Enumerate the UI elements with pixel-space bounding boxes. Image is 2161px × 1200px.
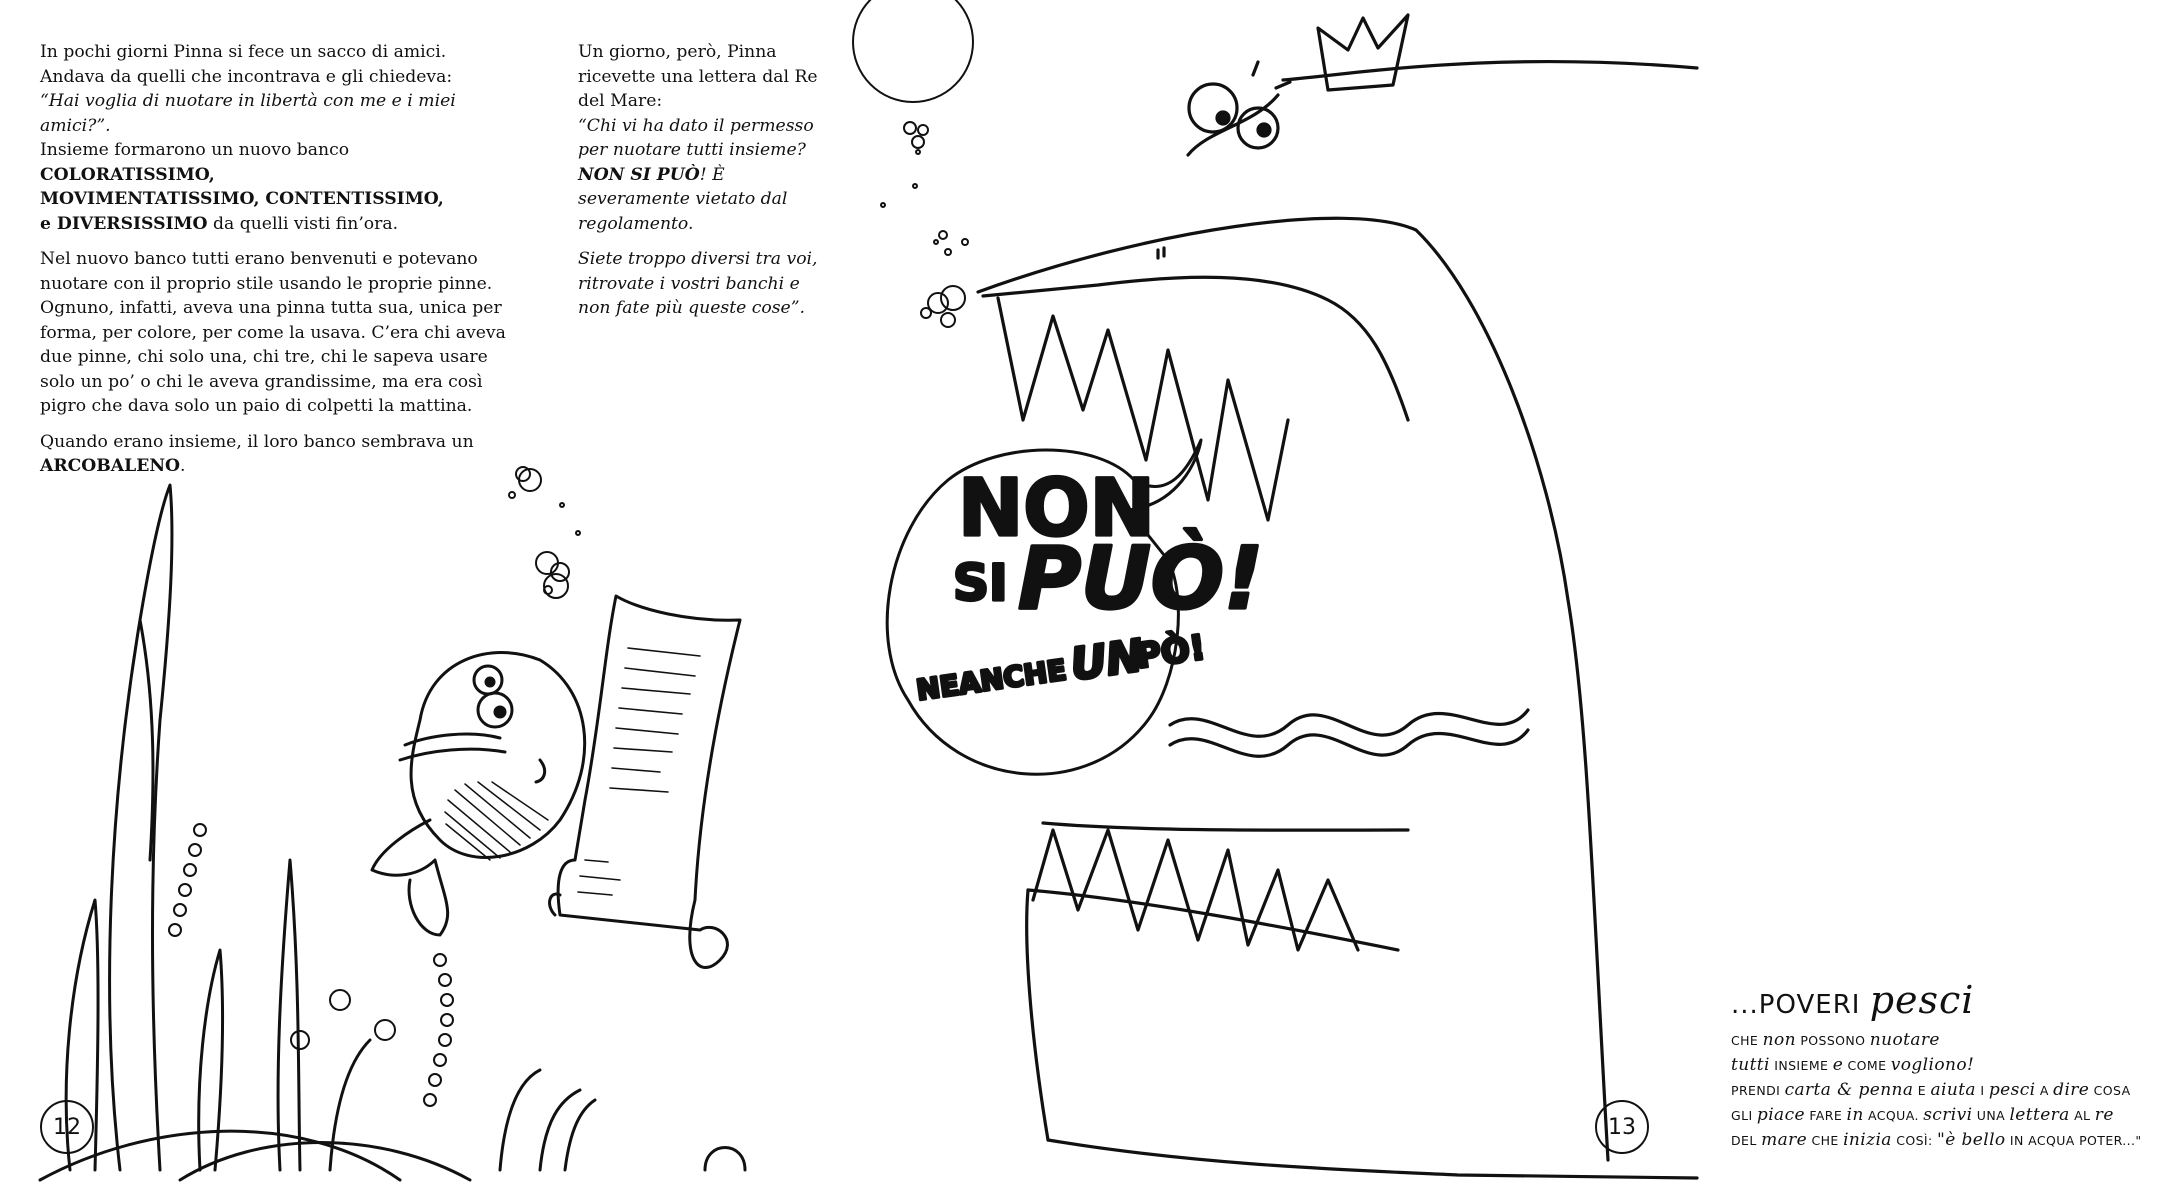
text-run: FARE [1804,1108,1847,1123]
text-run: AL [2069,1108,2095,1123]
text-run: CHE [1807,1133,1844,1148]
text-run: “Hai voglia di nuotare in libertà con me e i miei amici?”. [40,91,456,136]
text-run: carta & penna [1784,1080,1914,1100]
text-run: Un giorno, però, Pinna ricevette una lettera dal Re del Mare: [578,42,818,111]
page-number: 13 [1595,1100,1649,1154]
text-run: MOVIMENTATISSIMO, CONTENTISSIMO, [40,189,444,209]
text-run: POSSONO [1795,1033,1870,1048]
fish-pinna-icon [372,653,585,936]
page-number: 12 [40,1100,94,1154]
text-run: COME [1843,1058,1891,1073]
text-run: vogliono! [1890,1055,1975,1075]
activity-prompt [1731,978,2161,1153]
text-run: ! È severamente vietato dal regolamento. [578,164,788,234]
text-run: mare [1761,1130,1808,1150]
text-run: non [1762,1030,1796,1050]
text-run: piace [1756,1105,1805,1125]
text-run: IN ACQUA POTER..." [2005,1133,2142,1148]
text-run: COLORATISSIMO, [40,164,215,185]
text-run: ARCOBALENO [40,456,181,476]
text-run: scrivi [1923,1105,1973,1125]
text-run: e [1832,1055,1844,1075]
text-run: COSA [2089,1083,2131,1098]
bubble-line-si: SI [953,554,1008,612]
text-run: Quando erano insieme, il loro banco sembrava un [40,431,474,452]
text-run: INSIEME [1769,1058,1833,1073]
bubble-line-un: UN [1067,630,1147,691]
text-run: re [2094,1105,2114,1125]
left-illustration [0,0,848,1200]
text-run: CHE [1731,1033,1763,1048]
seaweed-icon [40,485,745,1180]
text-run: NON SI PUÒ [578,164,700,185]
text-run: In pochi giorni Pinna si fece un sacco di amici. [40,42,447,62]
activity-instructions [1731,1028,2161,1153]
text-run: Siete troppo diversi tra voi, ritrovate i vostri banchi e non fate più queste cose”. [578,249,818,318]
text-run: . [180,456,186,476]
bubble-line-neanche: NEANCHE [914,653,1069,707]
bubble-line-non: NON [958,464,1155,554]
text-run: GLI [1731,1108,1757,1123]
text-run: ACQUA. [1863,1108,1924,1123]
text-run: pesci [1988,1080,2036,1100]
activity-title [1731,978,2161,1022]
text-run: I [1975,1083,1989,1098]
text-run: inizia [1843,1130,1892,1150]
text-run: tutti [1731,1055,1770,1075]
text-run: Insieme formarono un nuovo banco [40,140,350,160]
bubble-line-po: PÒ! [1133,627,1208,677]
text-run: Andava da quelli che incontrava e gli chiedeva: [40,66,453,87]
bubble-line-puo: PUÒ! [1018,529,1264,629]
text-run: “Chi vi ha dato il permesso per nuotare tutti insieme? [578,115,814,160]
text-run: aiuta [1930,1080,1976,1100]
activity-title-prefix: ...POVERI [1731,990,1861,1020]
activity-title-word: pesci [1869,978,1975,1022]
text-run: DEL [1731,1133,1762,1148]
text-run: lettera [2009,1105,2070,1125]
bubbles-icon [509,467,580,598]
text-run: nuotare [1869,1030,1940,1050]
right-page [848,0,2142,1200]
text-run: da quelli visti fin’ora. [207,213,399,234]
beaded-seaweed-icon [169,824,453,1106]
text-run: dire [2053,1080,2090,1100]
left-page [0,0,848,1200]
bubbles-icon [853,0,973,327]
text-run: "è bello [1937,1130,2006,1150]
text-run: Nel nuovo banco tutti erano benvenuti e potevano nuotare con il proprio stile usando le proprie pinne. Ognuno, infatti, aveva una pinna tutta sua, unica per forma, per colore, per come la usava. C’era chi aveva due pinne, chi solo una, chi tre, chi le sapeva usare solo un po’ o chi le aveva grandissime, ma era così pigro che dava solo un paio di colpetti la mattina. [40,249,506,416]
text-run: A [2035,1083,2054,1098]
text-run: COSÌ: [1891,1133,1938,1148]
text-run: in [1846,1105,1864,1125]
text-run: E [1913,1083,1931,1098]
text-run: PRENDI [1731,1083,1785,1098]
text-run: e DIVERSISSIMO [40,213,208,234]
right-illustration [848,0,1697,1200]
text-run: UNA [1972,1108,2010,1123]
